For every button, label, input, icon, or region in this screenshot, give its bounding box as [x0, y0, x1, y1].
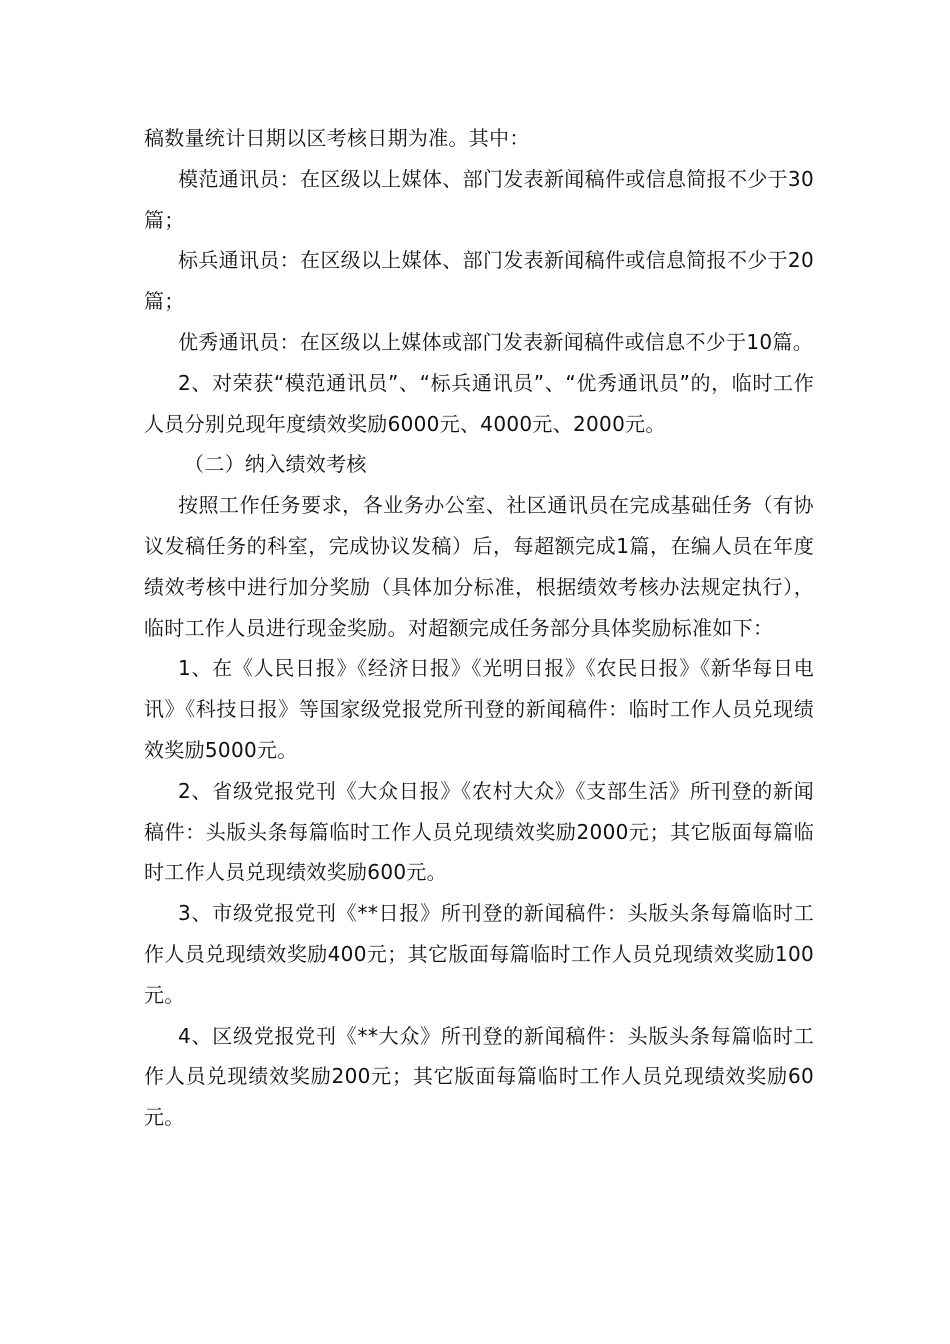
paragraph-continuation: 稿数量统计日期以区考核日期为准。其中：	[144, 126, 530, 150]
section-heading-performance: （二）纳入绩效考核	[184, 452, 367, 477]
paragraph-national-media: 1、在《人民日报》《经济日报》《光明日报》《农民日报》《新华每日电讯》《科技日报》等国家级党报党所刊登的新闻稿件：临时工作人员兑现绩效奖励5000元。	[144, 656, 814, 762]
paragraph-district-media: 4、区级党报党刊《**大众》所刊登的新闻稿件：头版头条每篇临时工作人员兑现绩效奖励200元；其它版面每篇临时工作人员兑现绩效奖励60元。	[144, 1023, 814, 1130]
paragraph-city-media: 3、市级党报党刊《**日报》所刊登的新闻稿件：头版头条每篇临时工作人员兑现绩效奖励400元；其它版面每篇临时工作人员兑现绩效奖励100元。	[144, 901, 814, 1007]
paragraph-model-correspondent: 模范通讯员：在区级以上媒体、部门发表新闻稿件或信息简报不少于30篇；	[144, 166, 814, 232]
paragraph-pacesetter-correspondent: 标兵通讯员：在区级以上媒体、部门发表新闻稿件或信息简报不少于20篇；	[144, 248, 814, 314]
paragraph-annual-reward: 2、对荣获“模范通讯员”、“标兵通讯员”、“优秀通讯员”的，临时工作人员分别兑现年度绩效奖励6000元、4000元、2000元。	[144, 370, 814, 436]
document-body	[144, 118, 814, 1138]
paragraph-task-requirements: 按照工作任务要求，各业务办公室、社区通讯员在完成基础任务（有协议发稿任务的科室，完成协议发稿）后，每超额完成1篇，在编人员在年度绩效考核中进行加分奖励（具体加分标准，根据绩效考核办法规定执行），临时工作人员进行现金奖励。对超额完成任务部分具体奖励标准如下：	[144, 493, 814, 640]
paragraph-excellent-correspondent: 优秀通讯员：在区级以上媒体或部门发表新闻稿件或信息不少于10篇。	[178, 329, 814, 354]
paragraph-provincial-media: 2、省级党报党刊《大众日报》《农村大众》《支部生活》所刊登的新闻稿件：头版头条每篇临时工作人员兑现绩效奖励2000元；其它版面每篇临时工作人员兑现绩效奖励600元。	[144, 778, 814, 885]
